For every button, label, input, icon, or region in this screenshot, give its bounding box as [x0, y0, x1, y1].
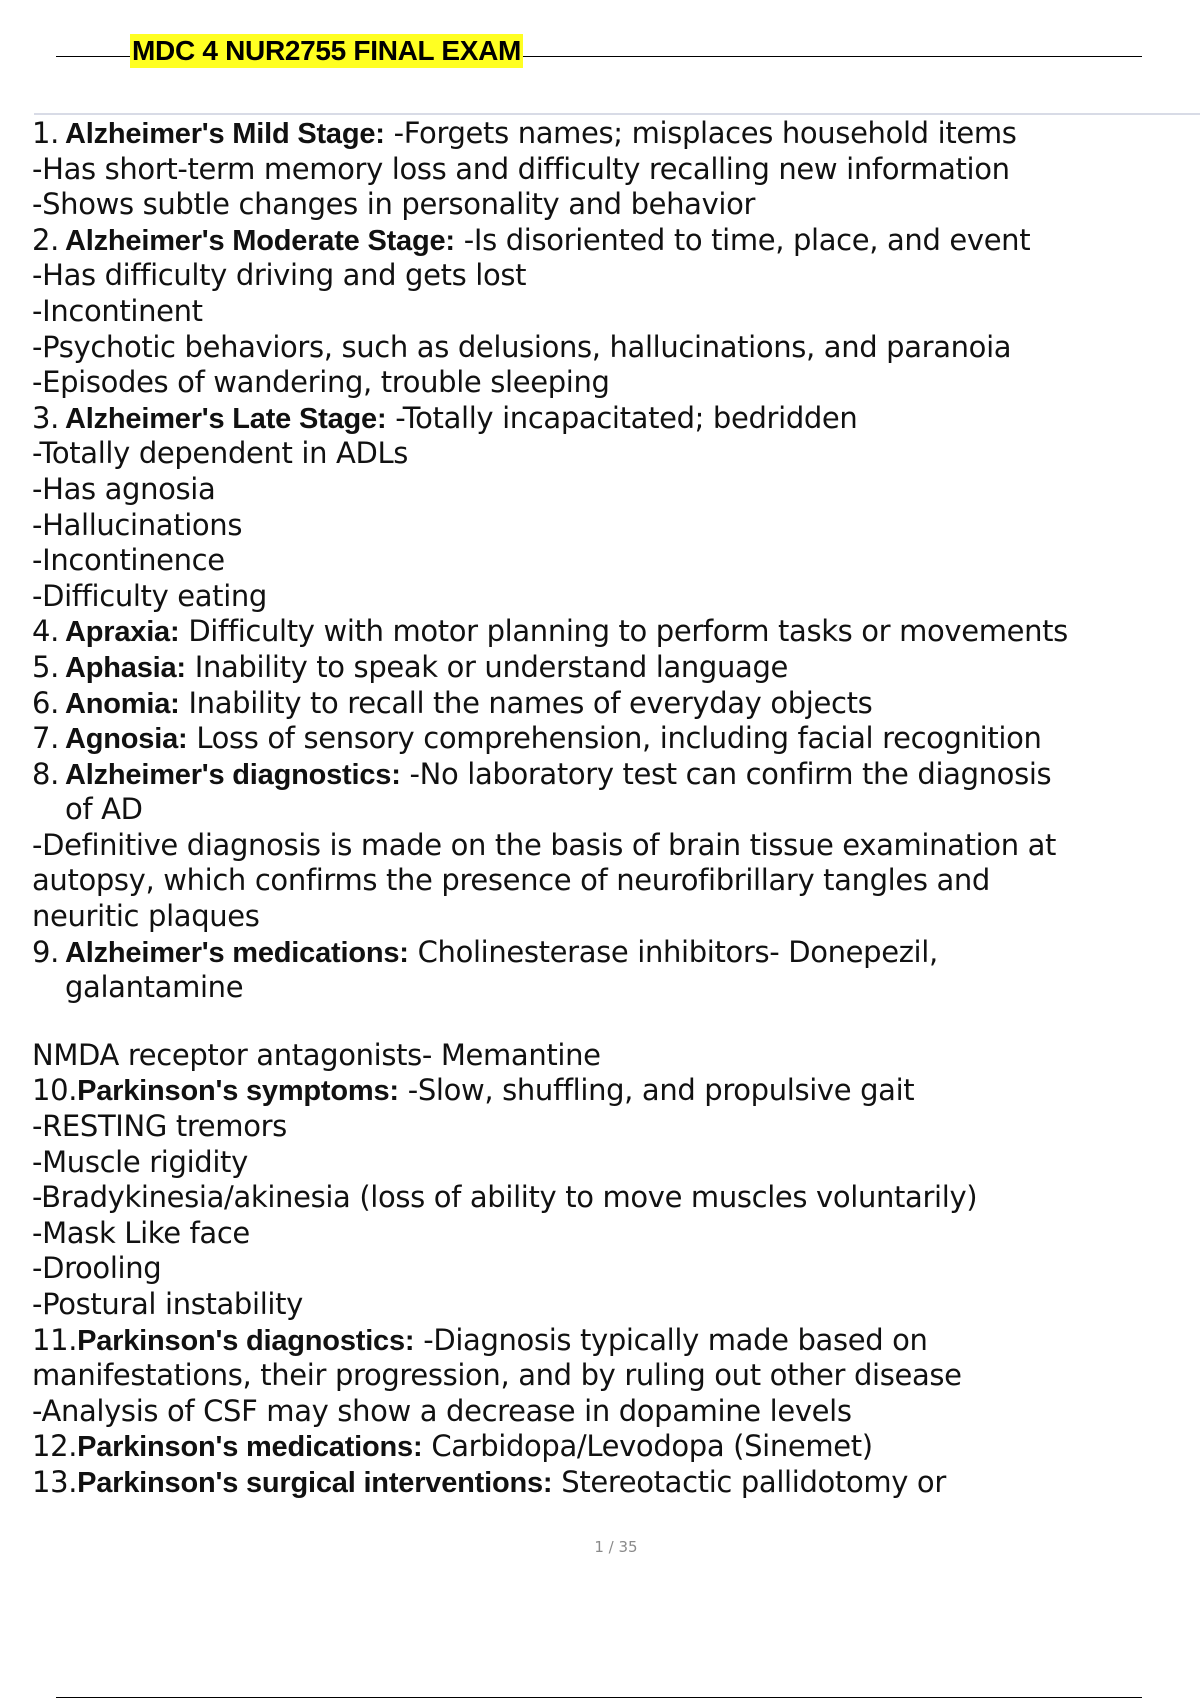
entry-line: -Difficulty eating	[32, 578, 267, 613]
entry-12	[32, 1429, 1200, 1465]
entry-term: Parkinson's symptoms:	[77, 1075, 399, 1108]
header-divider	[34, 113, 1200, 115]
entry-10	[32, 1073, 1200, 1109]
entry-line: -Episodes of wandering, trouble sleeping	[32, 365, 610, 400]
entry-number: 8.	[32, 756, 59, 791]
entry-text: Carbidopa/Levodopa (Sinemet)	[422, 1429, 873, 1464]
entry-line: -Has agnosia	[32, 471, 216, 506]
document-title: MDC 4 NUR2755 FINAL EXAM	[132, 35, 522, 66]
entry-line: -Shows subtle changes in personality and behavior	[32, 187, 756, 222]
entry-8	[32, 757, 1200, 793]
entry-line: -Psychotic behaviors, such as delusions, hallucinations, and paranoia	[32, 329, 1012, 364]
entry-line: -Mask Like face	[32, 1215, 250, 1250]
entry-line: -Drooling	[32, 1251, 162, 1286]
entry-11	[32, 1323, 1200, 1359]
entry-term: Parkinson's medications:	[77, 1431, 423, 1464]
entry-number: 4.	[32, 614, 59, 649]
entry-term: Alzheimer's Moderate Stage:	[65, 224, 455, 257]
entry-text: Cholinesterase inhibitors- Donepezil,	[408, 934, 938, 969]
entry-line: -Postural instability	[32, 1287, 303, 1321]
entry-6	[32, 686, 1200, 722]
entry-line: -RESTING tremors	[32, 1109, 287, 1144]
paragraph-gap	[32, 1006, 1200, 1038]
entry-number: 10.	[32, 1073, 78, 1108]
entry-line: -Analysis of CSF may show a decrease in dopamine levels	[32, 1393, 852, 1428]
entry-9	[32, 935, 1200, 971]
entry-term: Parkinson's diagnostics:	[77, 1324, 415, 1357]
entry-text: Loss of sensory comprehension, including facial recognition	[187, 721, 1042, 756]
entry-line: -Has difficulty driving and gets lost	[32, 258, 527, 293]
entry-line: manifestations, their progression, and by ruling out other disease	[32, 1358, 962, 1393]
entry-number: 7.	[32, 721, 59, 756]
entry-line: autopsy, which confirms the presence of neurofibrillary tangles and	[32, 863, 990, 898]
entry-number: 11.	[32, 1322, 78, 1357]
entry-text: -Totally incapacitated; bedridden	[386, 400, 858, 435]
entry-line: -Has short-term memory loss and difficulty recalling new information	[32, 151, 1010, 186]
entry-number: 9.	[32, 934, 59, 969]
entry-number: 1.	[32, 116, 59, 150]
entry-term: Alzheimer's medications:	[65, 936, 409, 969]
entry-13	[32, 1465, 1200, 1501]
entry-5	[32, 650, 1200, 686]
entry-line: -Incontinent	[32, 293, 203, 328]
entry-term: Anomia:	[65, 687, 180, 720]
entry-line: neuritic plaques	[32, 899, 260, 934]
entry-line: -Hallucinations	[32, 507, 243, 542]
entry-3	[32, 401, 1200, 437]
entry-number: 2.	[32, 222, 59, 257]
entry-term: Apraxia:	[65, 616, 180, 649]
entry-term: Agnosia:	[65, 723, 188, 756]
page-number: 1 / 35	[594, 1538, 638, 1556]
entry-number: 3.	[32, 400, 59, 435]
entry-1	[32, 116, 1200, 152]
entry-text: Difficulty with motor planning to perform tasks or movements	[179, 614, 1068, 649]
entry-continuation: galantamine	[65, 970, 244, 1005]
entry-term: Alzheimer's Late Stage:	[65, 402, 387, 435]
entry-text: -Is disoriented to time, place, and event	[454, 222, 1031, 257]
entry-line: -Totally dependent in ADLs	[32, 436, 409, 471]
entry-term: Alzheimer's diagnostics:	[65, 758, 401, 791]
entry-4	[32, 614, 1200, 650]
entry-line: NMDA receptor antagonists- Memantine	[32, 1037, 601, 1072]
entry-term: Parkinson's surgical interventions:	[77, 1466, 553, 1499]
entry-7	[32, 721, 1200, 757]
document-body	[32, 116, 1200, 1501]
footer-rule	[56, 1697, 1142, 1698]
entry-line: -Bradykinesia/akinesia (loss of ability to move muscles voluntarily)	[32, 1180, 978, 1215]
entry-text: -Forgets names; misplaces household items	[384, 116, 1017, 150]
entry-line: -Incontinence	[32, 543, 225, 578]
entry-continuation: of AD	[65, 792, 143, 827]
entry-number: 6.	[32, 685, 59, 720]
entry-text: -Slow, shuffling, and propulsive gait	[398, 1073, 915, 1108]
entry-term: Alzheimer's Mild Stage:	[65, 118, 385, 150]
entry-line: -Muscle rigidity	[32, 1144, 248, 1179]
entry-text: Inability to speak or understand language	[185, 649, 788, 684]
entry-2	[32, 223, 1200, 259]
entry-text: -No laboratory test can confirm the diagnosis	[400, 756, 1052, 791]
entry-number: 13.	[32, 1464, 78, 1499]
entry-number: 12.	[32, 1429, 78, 1464]
entry-text: Inability to recall the names of everyday objects	[179, 685, 873, 720]
entry-text: Stereotactic pallidotomy or	[552, 1464, 946, 1499]
entry-term: Aphasia:	[65, 651, 186, 684]
entry-line: -Definitive diagnosis is made on the basis of brain tissue examination at	[32, 827, 1057, 862]
entry-text: -Diagnosis typically made based on	[414, 1322, 928, 1357]
entry-number: 5.	[32, 649, 59, 684]
